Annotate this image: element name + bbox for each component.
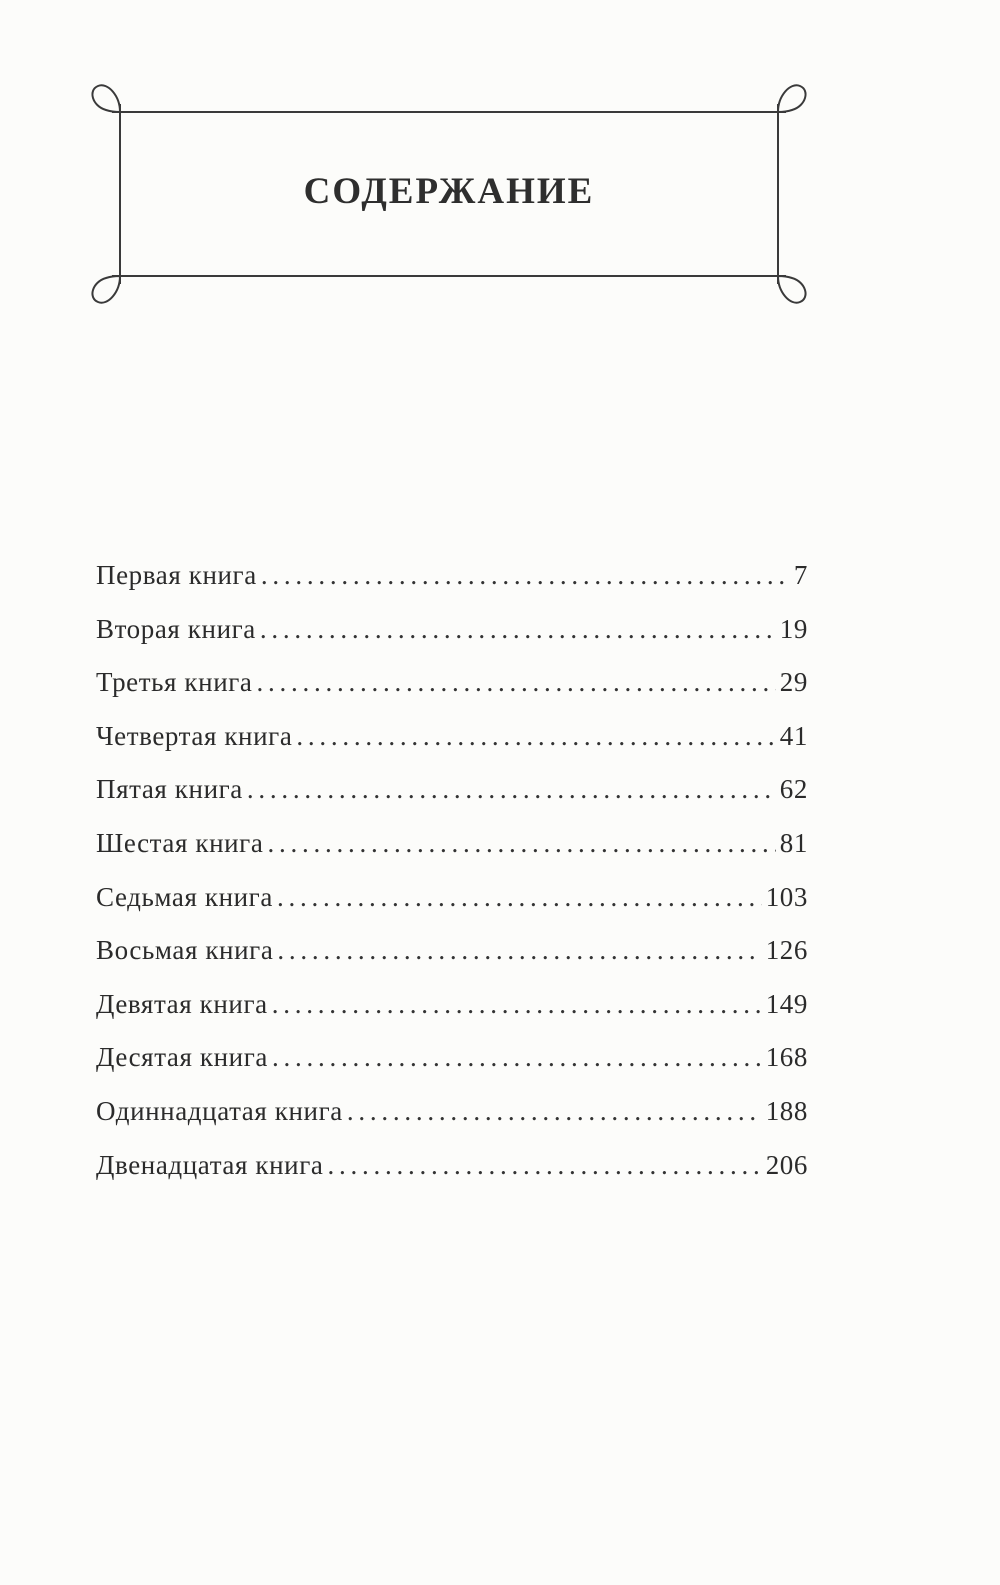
dot-leader <box>261 560 790 591</box>
toc-entry[interactable] <box>96 828 808 882</box>
toc-entry-page: 149 <box>765 988 808 1019</box>
toc-entry-title: Девятая книга <box>96 988 268 1019</box>
toc-entry-page: 62 <box>779 774 808 805</box>
toc-entry-page: 188 <box>765 1095 808 1126</box>
toc-entry-title: Шестая книга <box>96 827 264 858</box>
toc-entry[interactable] <box>96 1150 808 1204</box>
dot-leader <box>272 989 762 1020</box>
dot-leader <box>347 1096 762 1127</box>
toc-entry[interactable] <box>96 1096 808 1150</box>
title-frame <box>86 74 812 310</box>
table-of-contents <box>96 560 808 1203</box>
toc-entry[interactable] <box>96 774 808 828</box>
toc-entry[interactable] <box>96 721 808 775</box>
toc-entry[interactable] <box>96 560 808 614</box>
toc-entry-page: 41 <box>779 720 808 751</box>
toc-entry[interactable] <box>96 614 808 668</box>
toc-entry[interactable] <box>96 882 808 936</box>
toc-entry-title: Пятая книга <box>96 774 243 805</box>
dot-leader <box>277 882 762 913</box>
toc-entry-title: Одиннадцатая книга <box>96 1095 343 1126</box>
toc-entry-page: 126 <box>765 935 808 966</box>
toc-entry-page: 168 <box>765 1042 808 1073</box>
dot-leader <box>267 828 775 859</box>
dot-leader <box>327 1150 761 1181</box>
toc-entry[interactable] <box>96 935 808 989</box>
dot-leader <box>257 667 776 698</box>
dot-leader <box>247 774 776 805</box>
dot-leader <box>277 935 761 966</box>
toc-entry-page: 7 <box>793 560 808 590</box>
toc-entry-title: Первая книга <box>96 560 257 590</box>
toc-entry[interactable] <box>96 1042 808 1096</box>
toc-entry[interactable] <box>96 989 808 1043</box>
toc-entry-page: 19 <box>779 613 808 644</box>
toc-entry-title: Двенадцатая книга <box>96 1149 324 1180</box>
dot-leader <box>260 614 776 645</box>
page-title: СОДЕРЖАНИЕ <box>303 171 595 212</box>
toc-entry-title: Третья книга <box>96 667 253 698</box>
dot-leader <box>272 1042 762 1073</box>
toc-entry-title: Четвертая книга <box>96 720 293 751</box>
toc-entry-page: 103 <box>765 881 808 912</box>
toc-entry-title: Восьмая книга <box>96 935 274 966</box>
toc-entry-page: 29 <box>779 667 808 698</box>
toc-entry[interactable] <box>96 667 808 721</box>
toc-entry-title: Вторая книга <box>96 613 256 644</box>
toc-entry-page: 81 <box>779 827 808 858</box>
toc-entry-title: Седьмая книга <box>96 881 273 912</box>
toc-entry-title: Десятая книга <box>96 1042 268 1073</box>
dot-leader <box>296 721 775 752</box>
toc-entry-page: 206 <box>765 1149 808 1180</box>
